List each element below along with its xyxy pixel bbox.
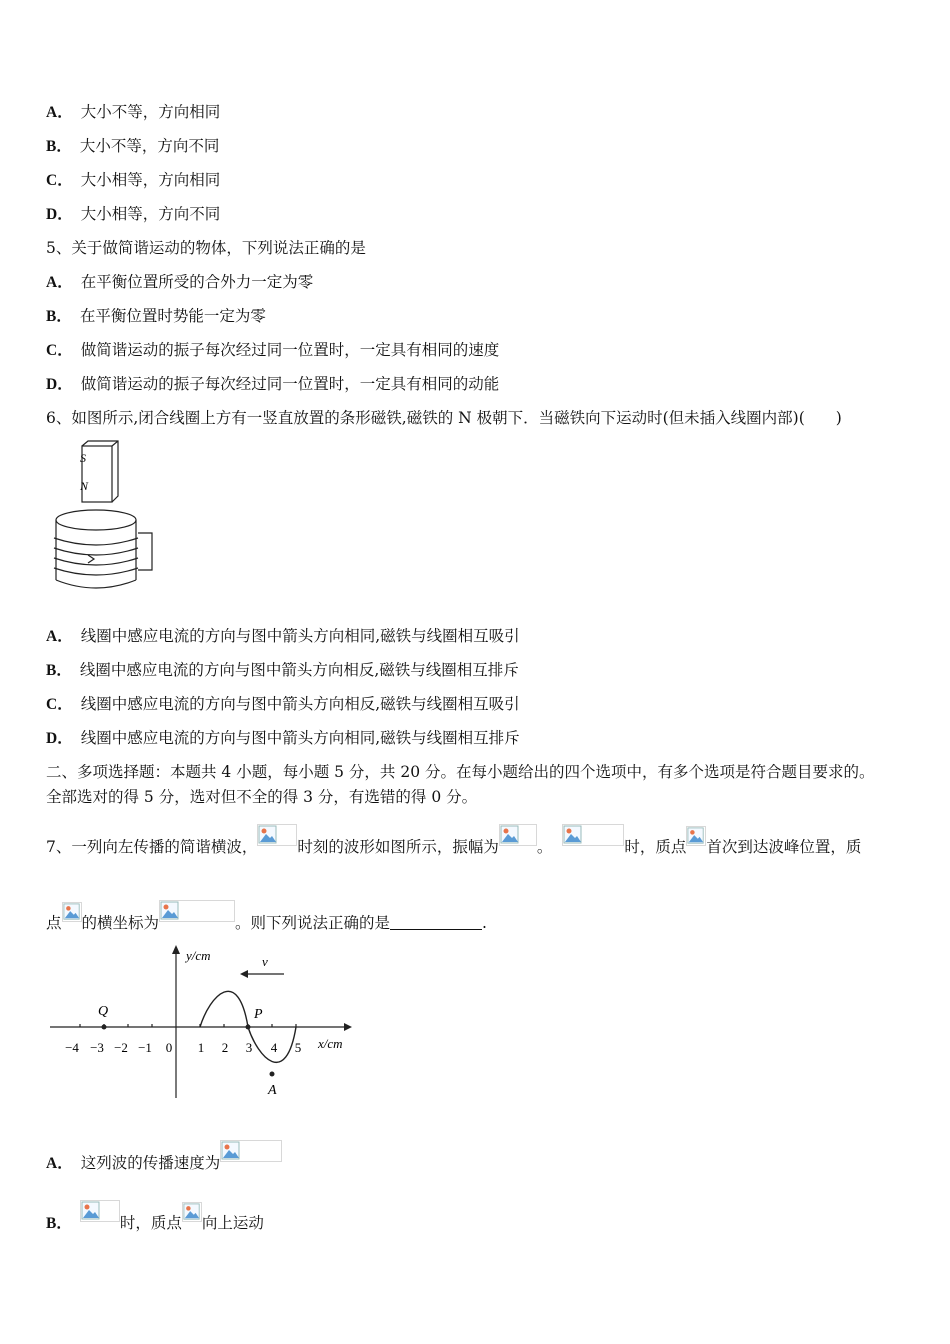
option-label: A． [46, 104, 73, 121]
magnet-s-label: S [80, 451, 86, 465]
point-p-dot [246, 1025, 251, 1030]
current-arrow-icon [88, 555, 94, 563]
x-axis-arrow-icon [344, 1023, 352, 1031]
option-text: 向上运动 [201, 1214, 264, 1232]
q4-option-d [46, 204, 220, 225]
point-p-label: P [254, 1007, 263, 1022]
broken-image-icon [562, 824, 624, 846]
q5-option-d [46, 374, 499, 395]
bar-magnet [79, 441, 118, 502]
q7-option-b [46, 1200, 264, 1234]
q7-text: 7、一列向左传播的简谐横波， [46, 838, 258, 856]
q5-option-c [46, 340, 499, 361]
option-text: 在平衡位置时势能一定为零 [79, 307, 266, 325]
broken-image-icon [80, 1200, 120, 1222]
option-label: C． [46, 172, 73, 189]
option-text: 线圈中感应电流的方向与图中箭头方向相同,磁铁与线圈相互吸引 [80, 627, 520, 645]
q7-text: 点 [46, 914, 62, 932]
option-label: D． [46, 730, 73, 747]
q7-text: 。则下列说法正确的是 [235, 914, 391, 932]
x-axis-label: x/cm [318, 1036, 343, 1051]
section2-line2: 全部选对的得 5 分，选对但不全的得 3 分，有选错的得 0 分。 [46, 788, 478, 806]
option-text: 大小不等，方向相同 [80, 103, 221, 121]
q7-text: 首次到达波峰位置，质 [706, 838, 862, 856]
answer-blank[interactable] [390, 915, 482, 930]
option-text: 在平衡位置所受的合外力一定为零 [80, 273, 314, 291]
broken-image-icon [62, 902, 82, 922]
option-label: D． [46, 206, 73, 223]
option-text: 做简谐运动的振子每次经过同一位置时，一定具有相同的速度 [80, 341, 500, 359]
tick-label: 1 [197, 1040, 205, 1055]
option-text: 大小不等，方向不同 [79, 137, 220, 155]
broken-image-icon [257, 824, 297, 846]
q6-option-d [46, 728, 520, 749]
option-text: 时，质点 [119, 1214, 182, 1232]
q7-text: . [482, 914, 487, 932]
option-text: 这列波的传播速度为 [80, 1154, 221, 1172]
broken-image-icon [686, 826, 706, 846]
velocity-label: v [262, 954, 268, 969]
q4-option-c [46, 170, 220, 191]
option-text: 线圈中感应电流的方向与图中箭头方向相反,磁铁与线圈相互排斥 [79, 661, 519, 679]
option-label: A． [46, 274, 73, 291]
magnet-coil-figure [44, 440, 164, 600]
q7-text: 时刻的波形如图所示，振幅为 [297, 838, 499, 856]
tick-label: −1 [138, 1040, 152, 1055]
section2-line1: 二、多项选择题：本题共 4 小题，每小题 5 分，共 20 分。在每小题给出的四个选项中，有多个选项是符合题目要求的。 [46, 763, 875, 781]
q4-option-a [46, 102, 220, 123]
q6-option-a [46, 626, 520, 647]
broken-image-icon [182, 1202, 202, 1222]
broken-image-icon [220, 1140, 282, 1162]
y-axis-arrow-icon [172, 945, 180, 954]
option-label: A． [46, 628, 73, 645]
option-label: A． [46, 1155, 73, 1172]
q7-text: 。 [536, 838, 553, 856]
q5-stem: 5、关于做简谐运动的物体，下列说法正确的是 [46, 239, 366, 257]
q7-stem-line2 [46, 900, 487, 933]
tick-label: −3 [90, 1040, 104, 1055]
option-text: 线圈中感应电流的方向与图中箭头方向相反,磁铁与线圈相互吸引 [80, 695, 520, 713]
broken-image-icon [499, 824, 537, 846]
q7-stem-line1 [46, 824, 861, 857]
tick-label: −4 [65, 1040, 79, 1055]
q5-option-b [46, 306, 266, 327]
option-label: B． [46, 308, 72, 325]
tick-label: 2 [221, 1040, 229, 1055]
option-label: D． [46, 376, 73, 393]
coil [54, 510, 152, 588]
option-label: C． [46, 342, 73, 359]
q7-option-a [46, 1140, 282, 1174]
wave-graph [48, 940, 358, 1102]
q7-text: 的横坐标为 [81, 914, 160, 932]
broken-image-icon [159, 900, 235, 922]
q7-text: 时，质点 [624, 838, 687, 856]
q6-option-c [46, 694, 520, 715]
velocity-arrow-icon [240, 970, 248, 978]
option-label: C． [46, 696, 73, 713]
magnet-n-label: N [80, 479, 89, 493]
q5-option-a [46, 272, 313, 293]
point-q-label: Q [98, 1004, 109, 1019]
q6-option-b [46, 660, 519, 681]
origin-label: 0 [165, 1040, 173, 1055]
point-a-label: A [268, 1083, 277, 1098]
option-label: B． [46, 662, 72, 679]
point-q-dot [102, 1025, 107, 1030]
point-a-dot [270, 1072, 275, 1077]
option-text: 大小相等，方向不同 [80, 205, 221, 223]
option-label: B． [46, 138, 72, 155]
tick-label: 4 [270, 1040, 278, 1055]
y-axis-label: y/cm [186, 948, 211, 963]
option-text: 做简谐运动的振子每次经过同一位置时，一定具有相同的动能 [80, 375, 500, 393]
q6-stem: 6、如图所示,闭合线圈上方有一竖直放置的条形磁铁,磁铁的 N 极朝下．当磁铁向下运动时(但未插入线圈内部)( ) [46, 409, 842, 427]
option-label: B． [46, 1215, 72, 1232]
option-text: 线圈中感应电流的方向与图中箭头方向相同,磁铁与线圈相互排斥 [80, 729, 520, 747]
option-text: 大小相等，方向相同 [80, 171, 221, 189]
tick-label: 5 [294, 1040, 302, 1055]
tick-label: 3 [245, 1040, 253, 1055]
tick-label: −2 [114, 1040, 128, 1055]
q4-option-b [46, 136, 219, 157]
